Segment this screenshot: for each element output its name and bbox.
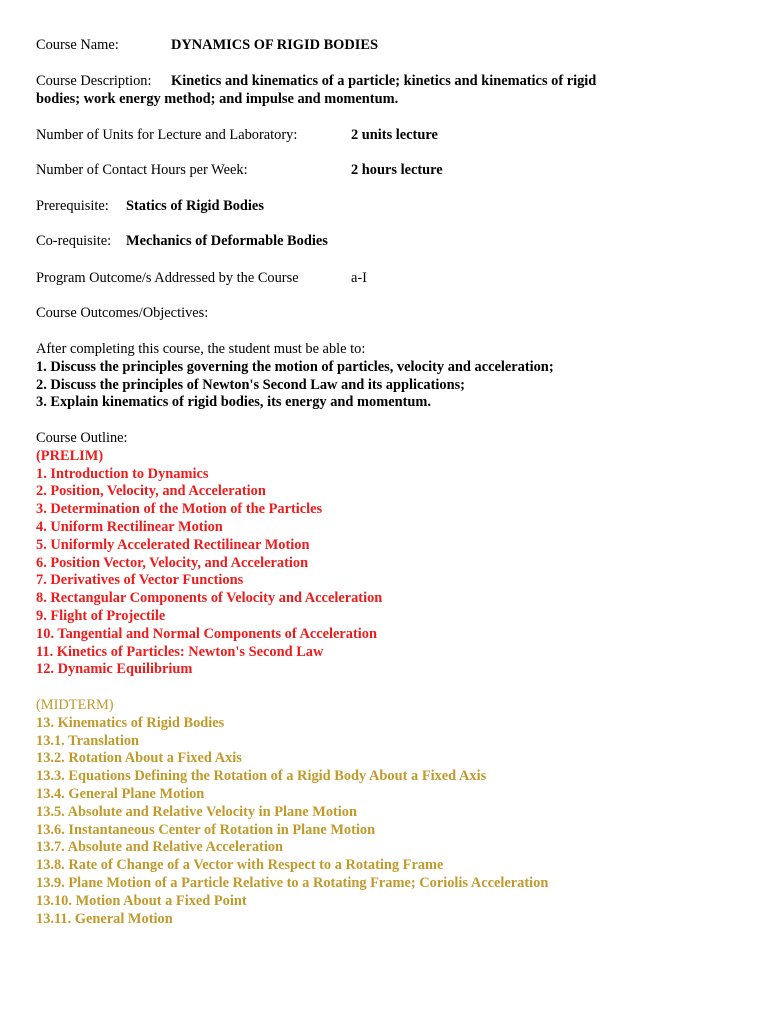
course-outcome-item: 2. Discuss the principles of Newton's Second Law and its applications; [36,376,465,393]
contact-hours-value: 2 hours lecture [351,162,443,178]
prelim-item: 7. Derivatives of Vector Functions [36,572,244,589]
midterm-item: 13.6. Instantaneous Center of Rotation in Plane Motion [36,821,376,838]
prelim-item: 12. Dynamic Equilibrium [36,661,193,678]
course-outline-prelim [36,430,382,679]
units-value: 2 units lecture [351,127,438,143]
prerequisite-label: Prerequisite: [36,198,109,214]
course-description-line1: Kinetics and kinematics of a particle; kinetics and kinematics of rigid [171,73,597,89]
prelim-item: 4. Uniform Rectilinear Motion [36,518,223,535]
prelim-item: 10. Tangential and Normal Components of Acceleration [36,625,377,642]
prelim-item: 3. Determination of the Motion of the Particles [36,501,323,518]
program-outcomes-label: Program Outcome/s Addressed by the Course [36,270,299,286]
prelim-item: 2. Position, Velocity, and Acceleration [36,483,266,500]
corequisite-label: Co-requisite: [36,233,112,249]
prerequisite-value: Statics of Rigid Bodies [126,198,264,214]
program-outcomes-value: a-I [351,270,367,286]
course-description-line2: bodies; work energy method; and impulse and momentum. [36,91,399,107]
course-outline-midterm [36,697,548,928]
corequisite-value: Mechanics of Deformable Bodies [126,233,328,249]
midterm-item: 13.7. Absolute and Relative Acceleration [36,839,284,856]
midterm-item: 13.4. General Plane Motion [36,785,205,802]
course-outline-heading: Course Outline: [36,430,128,446]
units-label: Number of Units for Lecture and Laboratory: [36,127,298,143]
midterm-item: 13.5. Absolute and Relative Velocity in Plane Motion [36,803,357,820]
midterm-item: 13.3. Equations Defining the Rotation of a Rigid Body About a Fixed Axis [36,768,487,785]
prelim-item: 5. Uniformly Accelerated Rectilinear Motion [36,536,310,553]
prelim-item: 9. Flight of Projectile [36,607,166,624]
course-outcomes-list [36,341,554,412]
midterm-item: 13.1. Translation [36,732,140,749]
course-outcomes-heading: Course Outcomes/Objectives: [36,305,209,321]
course-outcome-item: 1. Discuss the principles governing the motion of particles, velocity and acceleration; [36,358,554,375]
midterm-item: 13.11. General Motion [36,910,173,927]
prelim-heading: (PRELIM) [36,447,104,464]
midterm-item: 13.2. Rotation About a Fixed Axis [36,750,242,767]
course-name-label: Course Name: [36,37,119,53]
midterm-item: 13.8. Rate of Change of a Vector with Respect to a Rotating Frame [36,857,444,874]
prelim-item: 6. Position Vector, Velocity, and Acceleration [36,554,309,571]
midterm-item: 13. Kinematics of Rigid Bodies [36,714,225,731]
midterm-item: 13.9. Plane Motion of a Particle Relative to a Rotating Frame; Coriolis Acceleration [36,874,549,891]
course-outcome-item: 3. Explain kinematics of rigid bodies, its energy and momentum. [36,394,431,411]
midterm-heading: (MIDTERM) [36,697,114,713]
course-description-label: Course Description: [36,73,152,89]
prelim-item: 8. Rectangular Components of Velocity and Acceleration [36,590,383,607]
prelim-item: 1. Introduction to Dynamics [36,465,209,482]
prelim-item: 11. Kinetics of Particles: Newton's Second Law [36,643,324,660]
midterm-item: 13.10. Motion About a Fixed Point [36,892,247,909]
course-outcomes-intro: After completing this course, the student must be able to: [36,341,366,357]
contact-hours-label: Number of Contact Hours per Week: [36,162,248,178]
course-name-value: DYNAMICS OF RIGID BODIES [171,37,378,53]
